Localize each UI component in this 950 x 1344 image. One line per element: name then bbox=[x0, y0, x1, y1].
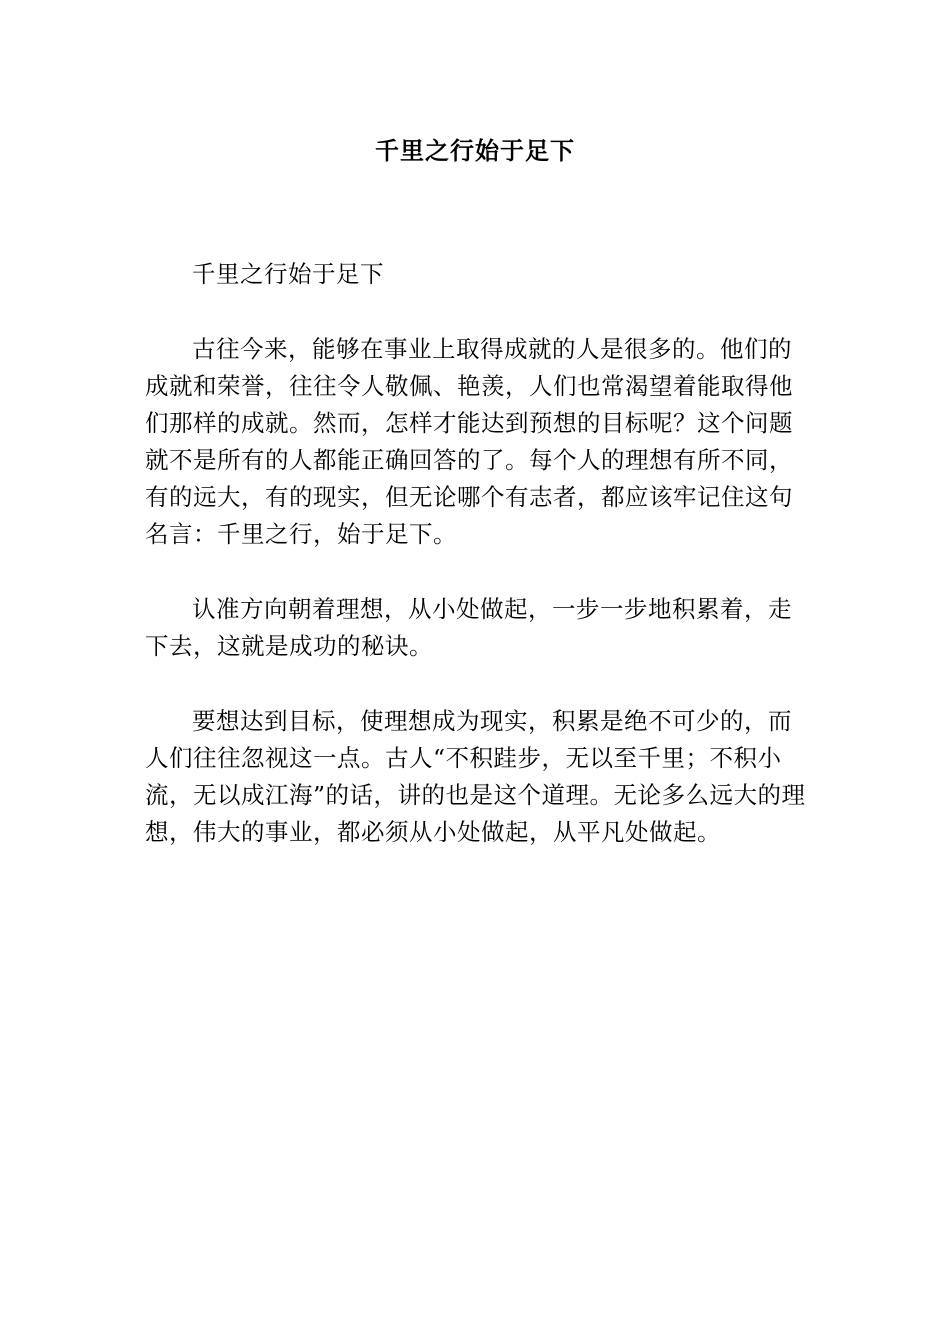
paragraph-1: 千里之行始于足下 bbox=[192, 260, 384, 288]
document-title: 千里之行始于足下 bbox=[375, 136, 575, 165]
paragraph-3: 认准方向朝着理想，从小处做起，一步一步地积累着，走下去，这就是成功的秘诀。 bbox=[145, 595, 792, 660]
paragraph-2: 古往今来，能够在事业上取得成就的人是很多的。他们的成就和荣誉，往往令人敬佩、艳羡，人们也常渴望着能取得他们那样的成就。然而，怎样才能达到预想的目标呢？这个问题就不是所有的人都能正确回答的了。每个人的理想有所不同，有的远大，有的现实，但无论哪个有志者，都应该牢记住这句名言：千里之行，始于足下。 bbox=[145, 335, 793, 548]
paragraph-4: 要想达到目标，使理想成为现实，积累是绝不可少的，而人们往往忽视这一点。古人“不积跬步，无以至千里；不积小流，无以成江海”的话，讲的也是这个道理。无论多么远大的理想，伟大的事业，都必须从小处做起，从平凡处做起。 bbox=[145, 707, 806, 846]
document-body bbox=[145, 256, 807, 851]
